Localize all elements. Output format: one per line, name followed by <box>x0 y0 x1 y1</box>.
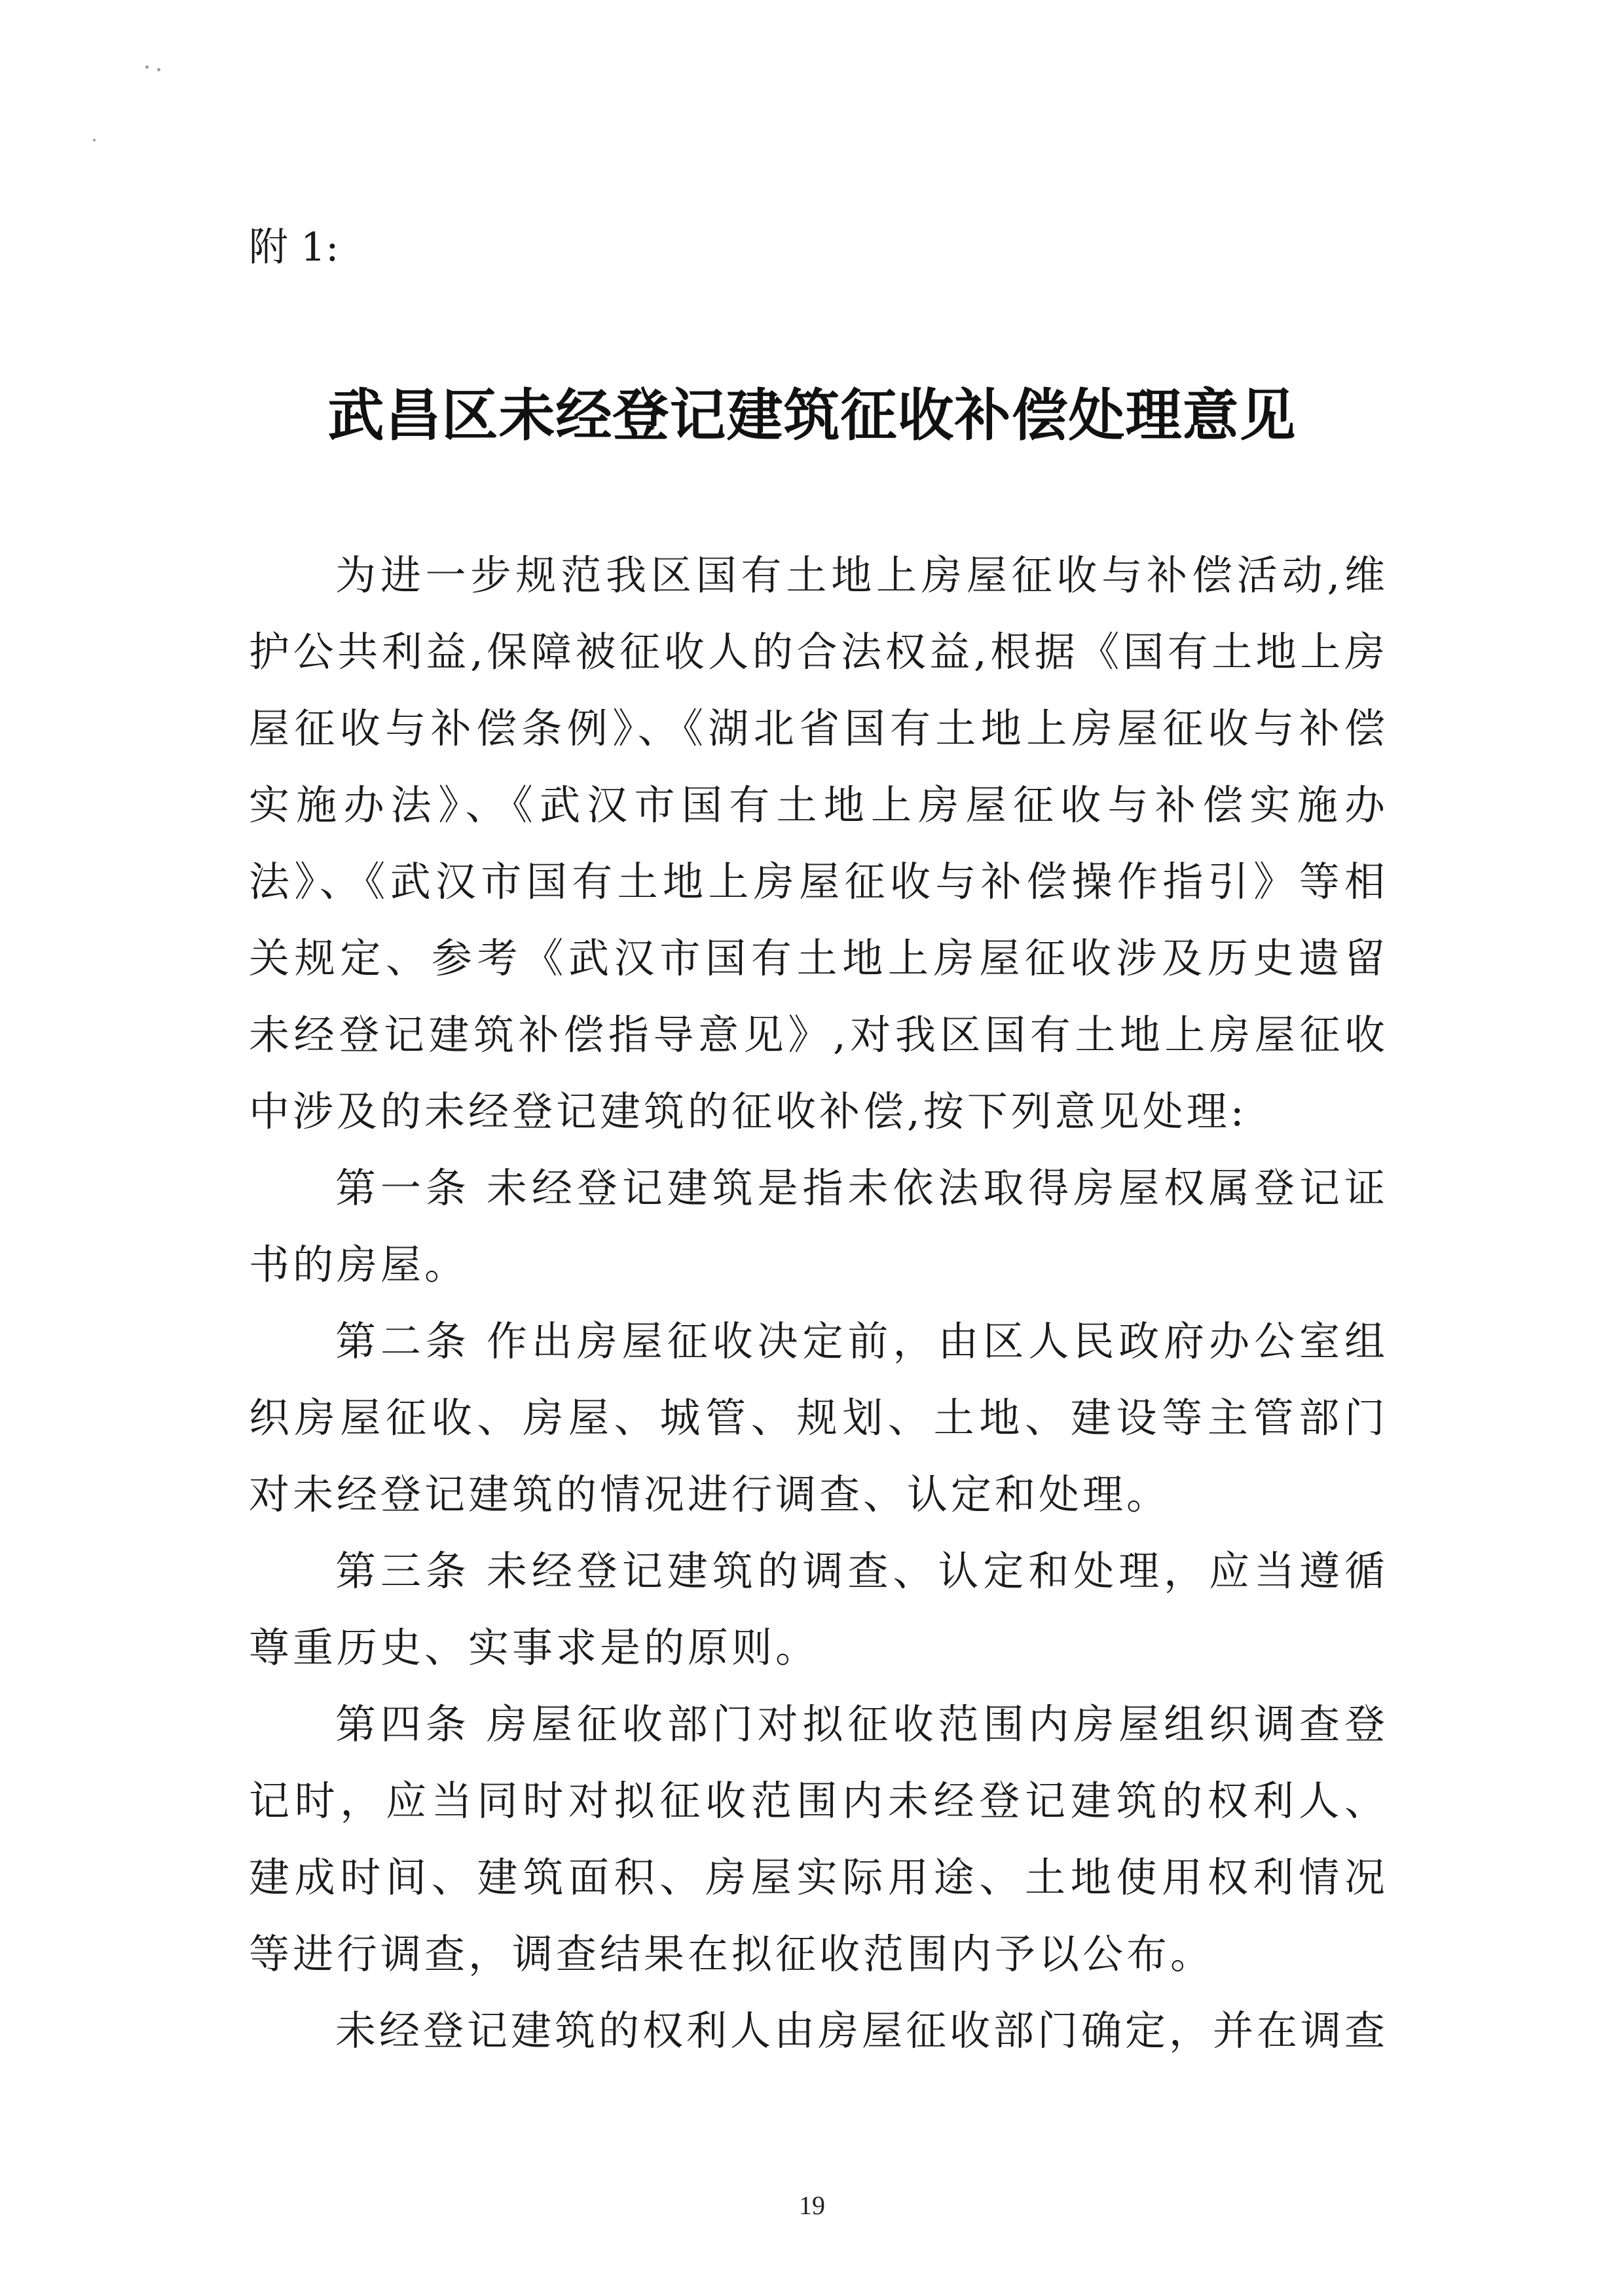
article-1 <box>249 1150 1388 1303</box>
scan-speck <box>93 139 96 141</box>
article-label: 第四条 <box>335 1700 471 1748</box>
article-3 <box>249 1533 1388 1686</box>
page-number: 19 <box>799 2191 825 2220</box>
scan-speck <box>157 68 160 71</box>
article-text: 未经登记建筑是指未依法取得房屋权属登记证书的房屋。 <box>249 1164 1388 1288</box>
article-4 <box>249 1686 1388 1992</box>
article-2 <box>249 1303 1388 1533</box>
attachment-label: 附 1: <box>249 225 339 270</box>
intro-paragraph: 为进一步规范我区国有土地上房屋征收与补偿活动,维护公共利益,保障被征收人的合法权益,根据《国有土地上房屋征收与补偿条例》、《湖北省国有土地上房屋征收与补偿实施办法》、《武汉市国有土地上房屋征收与补偿实施办法》、《武汉市国有土地上房屋征收与补偿操作指引》等相关规定、参考《武汉市国有土地上房屋征收涉及历史遗留未经登记建筑补偿指导意见》,对我区国有土地上房屋征收中涉及的未经登记建筑的征收补偿,按下列意见处理: <box>249 551 1388 1135</box>
article-label: 第二条 <box>335 1317 471 1365</box>
article-label: 第三条 <box>335 1547 471 1595</box>
page-title: 武昌区未经登记建筑征收补偿处理意见 <box>327 383 1297 448</box>
document-body <box>249 537 1388 2069</box>
article-text: 未经登记建筑的调查、认定和处理，应当遵循尊重历史、实事求是的原则。 <box>249 1547 1388 1671</box>
continuation-paragraph: 未经登记建筑的权利人由房屋征收部门确定，并在调查 <box>335 2007 1389 2054</box>
article-label: 第一条 <box>335 1164 471 1212</box>
article-text: 作出房屋征收决定前，由区人民政府办公室组织房屋征收、房屋、城管、规划、土地、建设等主管部门对未经登记建筑的情况进行调查、认定和处理。 <box>249 1317 1388 1518</box>
article-text: 房屋征收部门对拟征收范围内房屋组织调查登记时，应当同时对拟征收范围内未经登记建筑的权利人、建成时间、建筑面积、房屋实际用途、土地使用权利情况等进行调查，调查结果在拟征收范围内予以公布。 <box>249 1700 1388 1978</box>
scan-speck <box>145 65 149 69</box>
